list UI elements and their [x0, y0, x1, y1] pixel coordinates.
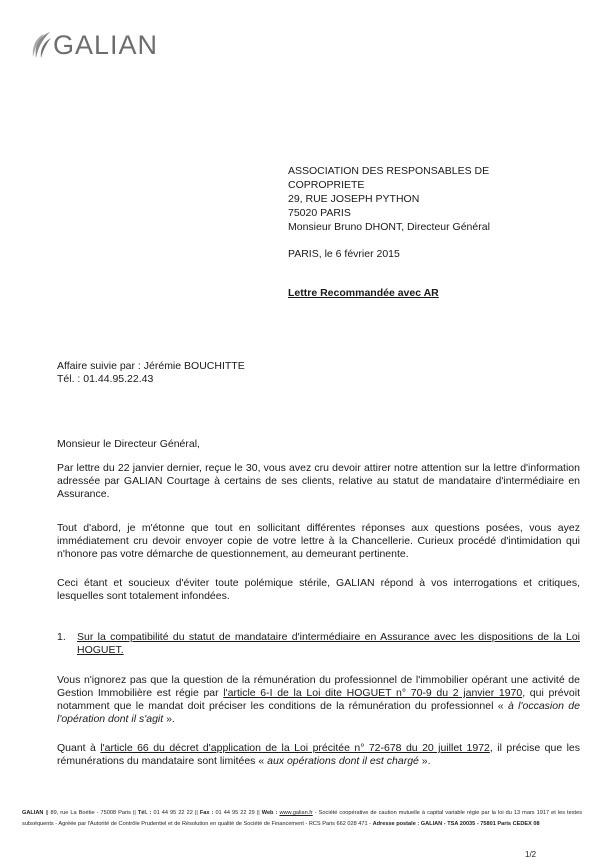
footer-fax-label: Fax :	[199, 810, 214, 816]
paragraph-3: Ceci étant et soucieux d'éviter toute polémique stérile, GALIAN répond à vos interrogations et critiques, lesquelles sont totalement infondées.	[57, 577, 580, 602]
law-reference: l'article 6-I de la Loi dite HOGUET n° 70-9 du 2 janvier 1970	[223, 687, 523, 699]
paragraph-4	[57, 674, 580, 726]
case-handler-name: Affaire suivie par : Jérémie BOUCHITTE	[57, 360, 245, 372]
footer-description: - Société coopérative de caution mutuelle à capital variable régie par la loi du 13 mars 1917 et les textes subséquents - Agréée par l'Autorité de Contrôle Prudentiel et de Résolution en qualité de Société de Financement - RCS Paris 662 028 471 -	[22, 810, 582, 827]
p5-text: , il précise que les rémunérations du mandataire sont limitées «	[57, 742, 581, 767]
decree-reference: l'article 66 du décret d'application de la Loi précitée n° 72-678 du 20 juillet 1972	[100, 742, 490, 754]
registered-mail-note: Lettre Recommandée avec AR	[288, 287, 439, 299]
case-handler	[57, 360, 245, 386]
paragraph-1: Par lettre du 22 janvier dernier, reçue le 30, vous avez cru devoir attirer notre attention sur la lettre d'information adressée par GALIAN Courtage à certains de ses clients, relative au statut de mandataire d'intermédiaire en Assurance.	[57, 462, 580, 500]
page-number: 1/2	[525, 850, 537, 859]
paragraph-2: Tout d'abord, je m'étonne que tout en sollicitant différentes réponses aux questions posées, vous ayez immédiatement cru devoir envoyer copie de votre lettre à la Chancellerie. Curieux procédé d'intimidation qui n'honore pas votre démarche de questionnement, au demeurant pertinente.	[57, 522, 580, 560]
footer-website-link[interactable]: www.galian.fr	[279, 810, 313, 816]
footer-web-label: Web :	[261, 810, 278, 816]
footer-tel-label: Tél. :	[137, 810, 152, 816]
p4-text: ».	[163, 713, 175, 725]
salutation: Monsieur le Directeur Général,	[57, 438, 200, 450]
p5-text: ».	[418, 755, 431, 767]
footer-company: GALIAN	[22, 810, 44, 816]
galian-swoosh-icon	[30, 30, 52, 60]
p4-text: Vous n'ignorez pas que la question de la rémunération du professionnel de l'immobilier opérant une activité de Gestion Immobilière est régie par	[57, 674, 580, 699]
recipient-line: ASSOCIATION DES RESPONSABLES DE	[288, 165, 490, 177]
footer-postal-address: Adresse postale : GALIAN - TSA 20035 - 75801 Paris CEDEX 08	[372, 821, 540, 827]
section-1-heading	[57, 631, 580, 657]
recipient-line: Monsieur Bruno DHONT, Directeur Général	[288, 221, 490, 233]
section-title: Sur la compatibilité du statut de mandataire d'intermédiaire en Assurance avec les dispositions de la Loi HOGUET.	[77, 631, 580, 656]
footer-legal	[22, 808, 582, 830]
footer-fax: 01 44 95 22 29 ||	[213, 810, 262, 816]
p5-quote: aux opérations dont il est chargé	[267, 755, 419, 767]
footer-address: || 89, rue La Boétie - 75008 Paris ||	[43, 810, 138, 816]
letter-date: PARIS, le 6 février 2015	[288, 248, 400, 260]
recipient-line: 75020 PARIS	[288, 207, 351, 219]
case-handler-phone: Tél. : 01.44.95.22.43	[57, 373, 154, 385]
p5-text: Quant à	[57, 742, 101, 754]
galian-logo	[30, 30, 158, 60]
recipient-line: COPROPRIETE	[288, 179, 365, 191]
logo-text: GALIAN	[53, 29, 159, 60]
recipient-line: 29, RUE JOSEPH PYTHON	[288, 193, 420, 205]
footer-tel: 01 44 95 22 22 ||	[151, 810, 200, 816]
p4-quote: à l'occasion de l'opération dont il s'agit	[57, 700, 580, 725]
section-number: 1.	[57, 631, 66, 643]
paragraph-5	[57, 742, 580, 768]
recipient-address	[288, 164, 490, 234]
p4-text: , qui prévoit notamment que le mandat doit préciser les conditions de la rémunération du professionnel «	[57, 687, 580, 712]
